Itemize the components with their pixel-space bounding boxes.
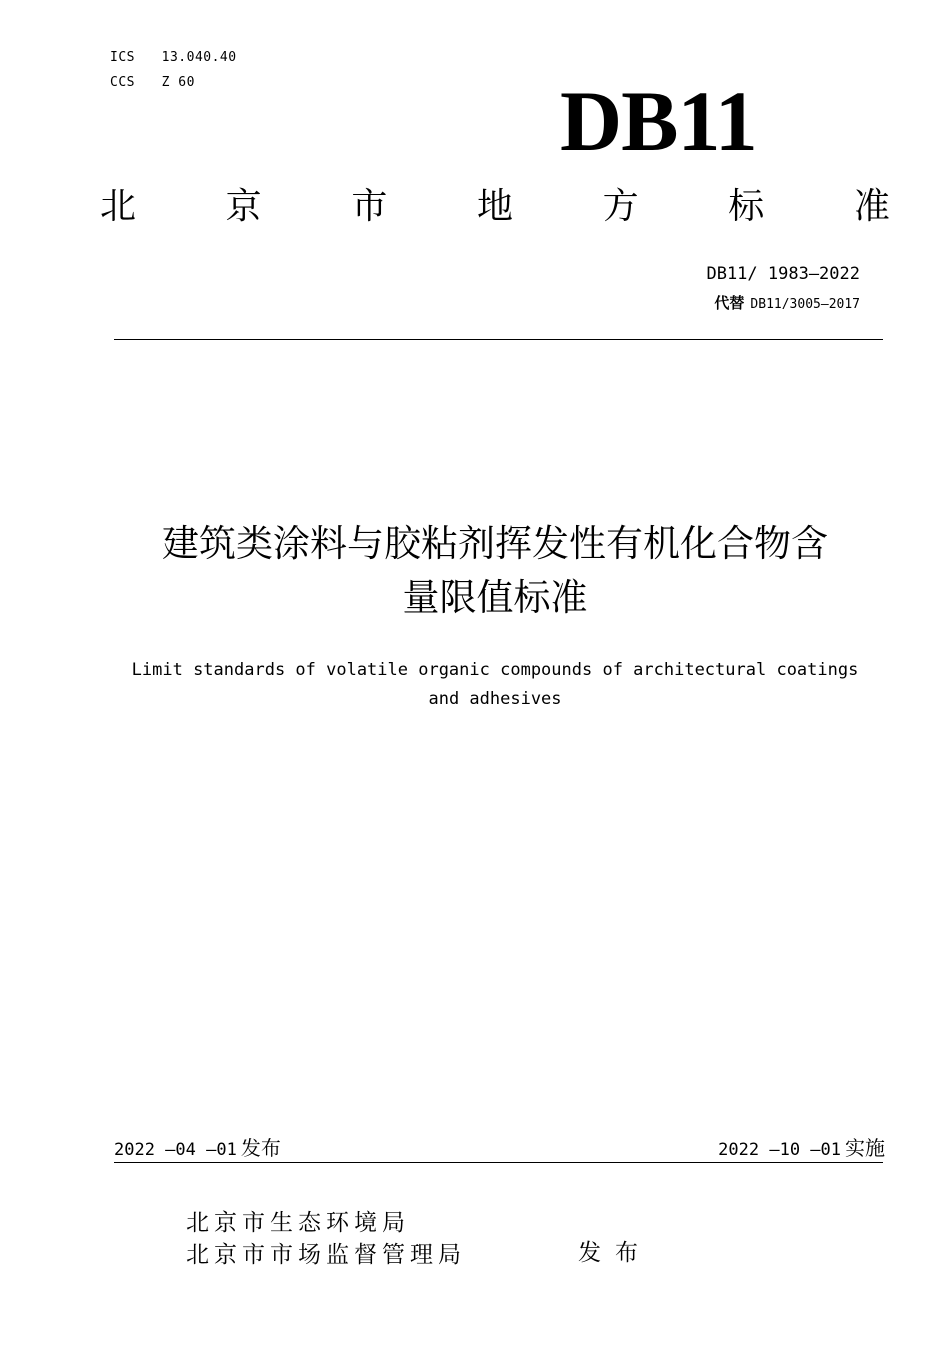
standard-type-char: 市 xyxy=(351,186,388,227)
standard-number: DB11/ 1983—2022 xyxy=(706,264,860,284)
effective-date: 2022 —10 —01 xyxy=(718,1140,841,1160)
title-en-line1: Limit standards of volatile organic compounds of architectural coatings xyxy=(131,660,859,680)
title-zh-line1: 建筑类涂料与胶粘剂挥发性有机化合物含 xyxy=(162,522,828,565)
standard-type xyxy=(100,184,890,230)
replaces-value: DB11/3005—2017 xyxy=(750,297,860,312)
replaces-label: 代替 xyxy=(714,294,745,312)
standard-type-char: 北 xyxy=(100,186,137,227)
standard-type-char: 准 xyxy=(853,186,890,227)
ccs-value: Z 60 xyxy=(161,75,195,90)
release-label: 发布 xyxy=(240,1136,281,1160)
db11-logo: DB11 xyxy=(560,73,757,169)
ics-value: 13.040.40 xyxy=(161,50,237,65)
issuer-org-1: 北京市生态环境局 xyxy=(186,1210,410,1236)
standard-type-char: 方 xyxy=(602,186,639,227)
issuer-org-2: 北京市市场监督管理局 xyxy=(186,1242,466,1268)
standard-type-char: 京 xyxy=(225,186,262,227)
issue-action: 发布 xyxy=(578,1240,652,1266)
release-date-block xyxy=(114,1132,281,1161)
effective-date-block xyxy=(718,1132,885,1161)
ics-label: ICS xyxy=(110,50,135,65)
replaces-note xyxy=(714,292,860,313)
effective-label: 实施 xyxy=(845,1136,885,1160)
ics-code xyxy=(110,50,237,65)
ccs-label: CCS xyxy=(110,75,135,90)
ccs-code xyxy=(110,75,195,90)
title-en-line2: and adhesives xyxy=(428,689,562,709)
title-zh-line2: 量限值标准 xyxy=(402,576,588,619)
standard-type-char: 标 xyxy=(728,186,765,227)
header-divider xyxy=(114,339,883,340)
standard-type-char: 地 xyxy=(476,186,513,227)
footer-divider xyxy=(114,1162,883,1163)
release-date: 2022 —04 —01 xyxy=(114,1140,237,1160)
date-row xyxy=(114,1132,885,1161)
